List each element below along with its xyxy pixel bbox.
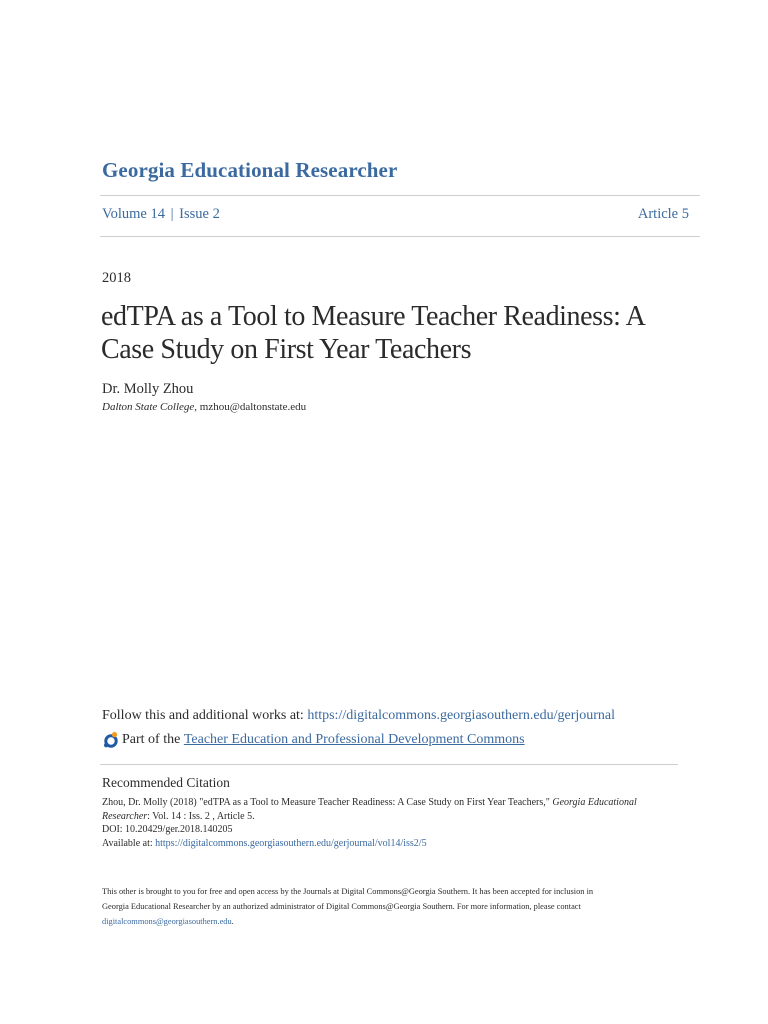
access-notice-end: . bbox=[231, 917, 234, 926]
header-divider-top bbox=[100, 195, 700, 196]
author-email: mzhou@daltonstate.edu bbox=[199, 401, 307, 413]
contact-email-link[interactable]: digitalcommons@georgiasouthern.edu bbox=[102, 917, 232, 926]
issue-link[interactable]: Issue 2 bbox=[179, 206, 220, 222]
affiliation-separator: , bbox=[194, 401, 200, 413]
access-notice-line-2: Georgia Educational Researcher by an authorized administrator of Digital Commons@Georgia Southern. For more information, please contact bbox=[102, 902, 581, 911]
network-commons-icon bbox=[102, 731, 120, 749]
volume-link[interactable]: Volume 14 bbox=[102, 206, 165, 222]
volume-issue-row bbox=[102, 206, 689, 223]
citation-line-2 bbox=[102, 810, 682, 824]
citation-doi: DOI: 10.20429/ger.2018.140205 bbox=[102, 824, 233, 835]
citation-journal-part-2: Researcher bbox=[102, 810, 148, 822]
available-label: Available at: bbox=[102, 837, 156, 849]
citation-volume-info: : Vol. 14 : Iss. 2 , Article 5. bbox=[147, 810, 255, 822]
publication-year: 2018 bbox=[102, 270, 131, 286]
part-of-text: Part of the bbox=[122, 732, 181, 747]
institution: Dalton State College bbox=[102, 401, 195, 413]
follow-line bbox=[102, 708, 615, 724]
citation-line-1 bbox=[102, 796, 682, 810]
article-link[interactable]: Article 5 bbox=[637, 206, 689, 222]
citation-block bbox=[102, 796, 682, 850]
paper-title bbox=[101, 300, 701, 366]
commons-link[interactable]: Teacher Education and Professional Development Commons bbox=[183, 732, 525, 747]
paper-title-line-1: edTPA as a Tool to Measure Teacher Readiness: A bbox=[101, 301, 646, 332]
volume-issue-separator: | bbox=[170, 206, 174, 222]
journal-url-link[interactable]: https://digitalcommons.georgiasouthern.edu/gerjournal bbox=[307, 708, 616, 723]
citation-divider bbox=[100, 764, 678, 765]
access-notice bbox=[102, 884, 672, 929]
part-of-line bbox=[102, 731, 525, 749]
citation-available bbox=[102, 837, 682, 851]
paper-title-line-2: Case Study on First Year Teachers bbox=[101, 334, 472, 365]
author-affiliation bbox=[102, 401, 306, 413]
access-notice-line-3 bbox=[102, 914, 672, 929]
citation-journal-part-1: Georgia Educational bbox=[552, 797, 637, 808]
access-notice-line-1: This other is brought to you for free and open access by the Journals at Digital Commons@Georgia Southern. It has been accepted for inclusion in bbox=[102, 887, 594, 896]
journal-title[interactable]: Georgia Educational Researcher bbox=[102, 158, 398, 182]
header-divider-bottom bbox=[100, 236, 700, 237]
citation-reference: Zhou, Dr. Molly (2018) "edTPA as a Tool to Measure Teacher Readiness: A Case Study on First Year Teachers," bbox=[102, 797, 553, 808]
author-name[interactable]: Dr. Molly Zhou bbox=[102, 381, 194, 397]
article-url-link[interactable]: https://digitalcommons.georgiasouthern.edu/gerjournal/vol14/iss2/5 bbox=[155, 837, 427, 849]
follow-text: Follow this and additional works at: bbox=[102, 708, 308, 723]
recommended-citation-heading: Recommended Citation bbox=[102, 775, 230, 790]
